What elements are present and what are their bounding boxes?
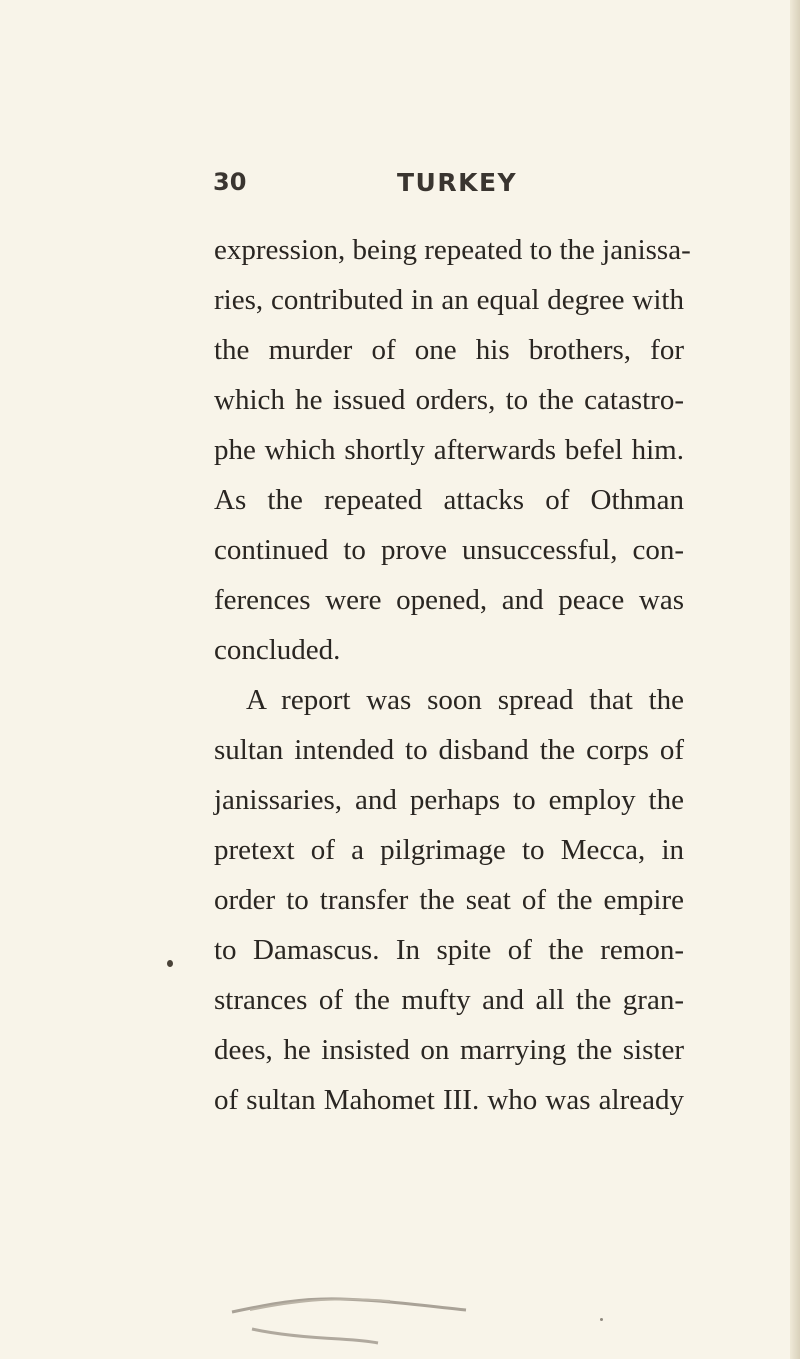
ink-smudge — [230, 1290, 470, 1316]
text-line: to Damascus. In spite of the remon- — [214, 934, 684, 966]
text-line: ries, contributed in an equal degree with — [214, 284, 684, 316]
body-text — [214, 225, 691, 1125]
running-head — [0, 168, 800, 208]
text-line: of sultan Mahomet III. who was already — [214, 1084, 684, 1116]
ink-speck — [167, 960, 173, 967]
text-line-paragraph-start: A report was soon spread that the — [246, 684, 684, 716]
text-line-paragraph-end: concluded. — [214, 634, 341, 666]
text-line: pretext of a pilgrimage to Mecca, in — [214, 834, 684, 866]
text-line: strances of the mufty and all the gran- — [214, 984, 684, 1016]
text-line: sultan intended to disband the corps of — [214, 734, 684, 766]
text-line: which he issued orders, to the catastro- — [214, 384, 684, 416]
ink-smudge — [250, 1325, 380, 1345]
text-line: continued to prove unsuccessful, con- — [214, 534, 684, 566]
running-title: TURKEY — [397, 168, 518, 197]
ink-speck — [600, 1318, 603, 1321]
text-line: expression, being repeated to the janissa- — [214, 234, 691, 266]
text-line: ferences were opened, and peace was — [214, 584, 684, 616]
text-line: dees, he insisted on marrying the sister — [214, 1034, 684, 1066]
text-line: As the repeated attacks of Othman — [214, 484, 684, 516]
text-line: phe which shortly afterwards befel him. — [214, 434, 684, 466]
page-number: 30 — [213, 168, 247, 196]
text-line: order to transfer the seat of the empire — [214, 884, 684, 916]
text-line: janissaries, and perhaps to employ the — [214, 784, 684, 816]
text-line: the murder of one his brothers, for — [214, 334, 684, 366]
